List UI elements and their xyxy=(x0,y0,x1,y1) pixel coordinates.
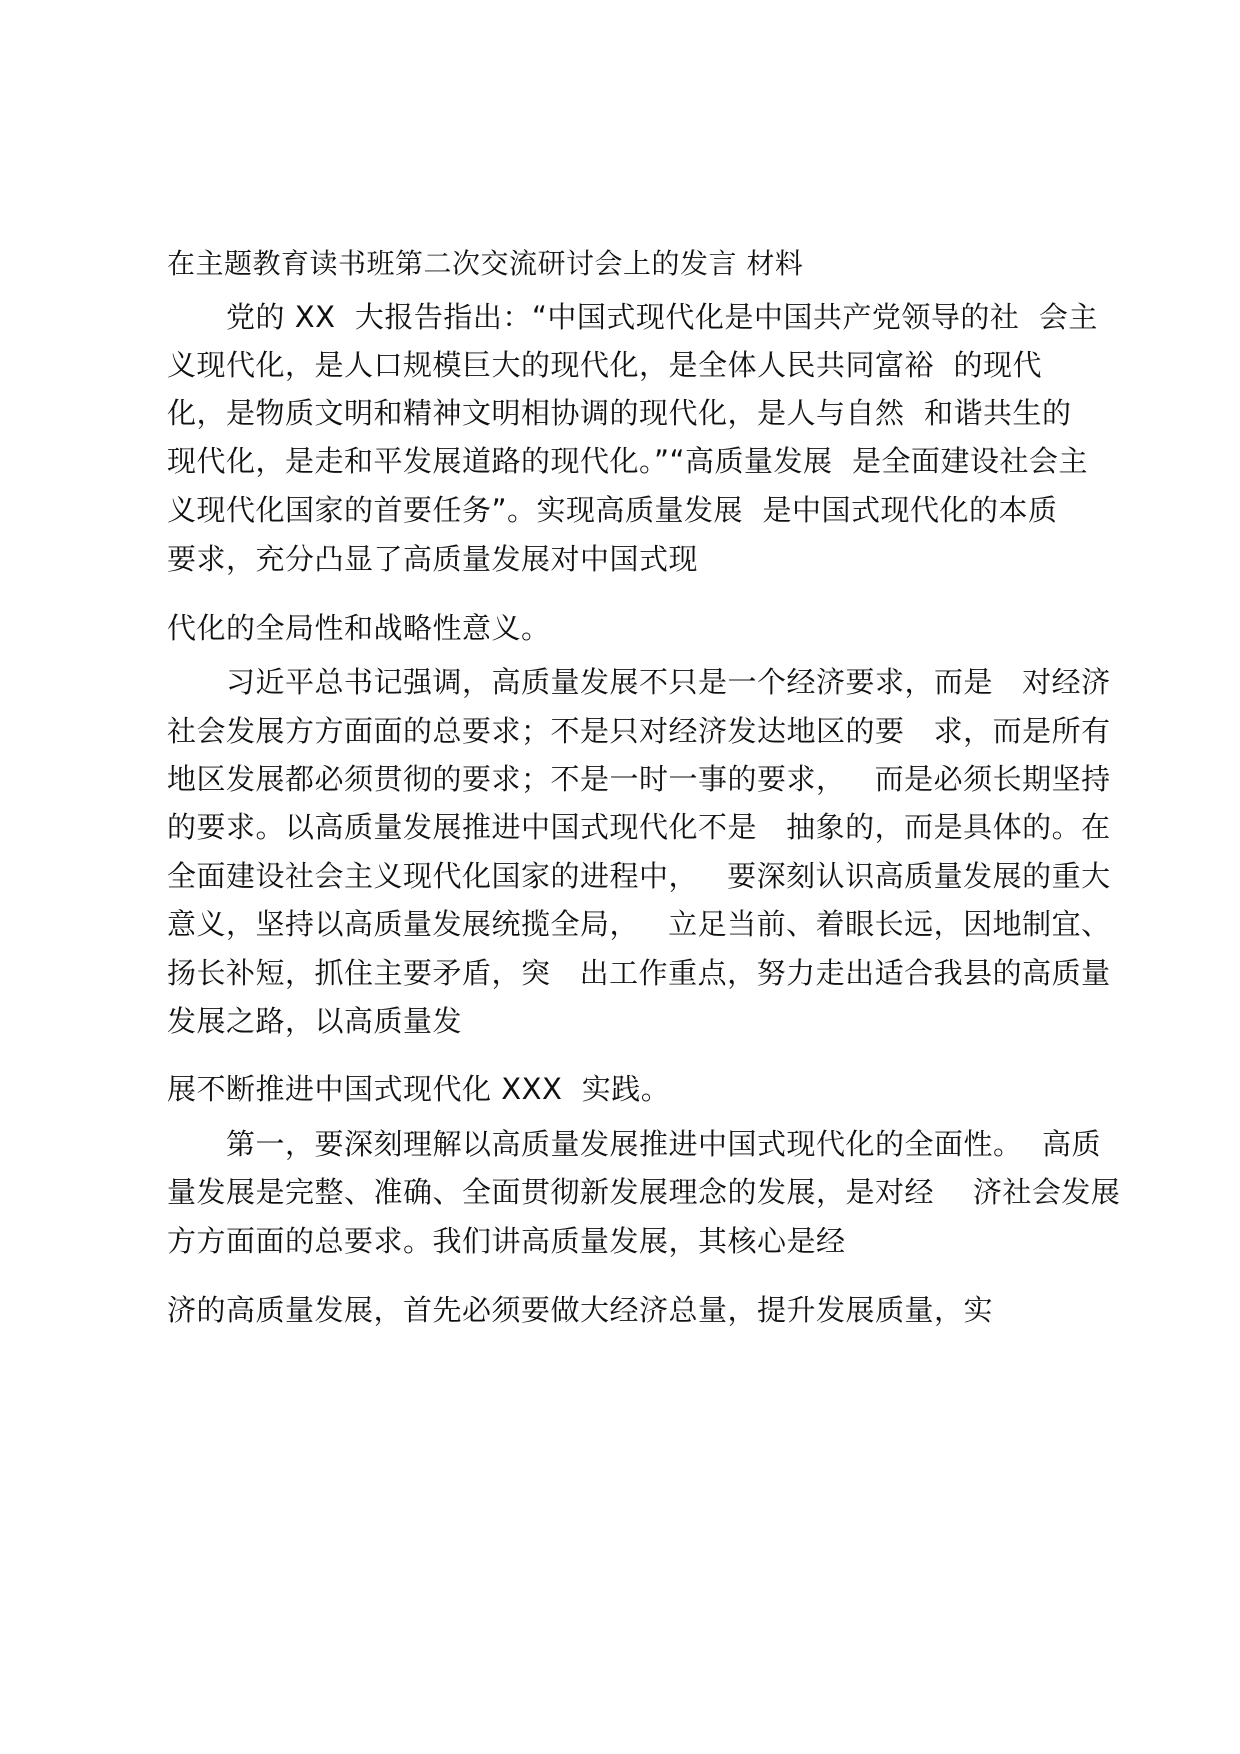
body-line: 习近平总书记强调，高质量发展不只是一个经济要求，而是 对经济 xyxy=(167,665,1111,699)
body-line: 全面建设社会主义现代化国家的进程中， 要深刻认识高质量发展的重大 xyxy=(167,859,1111,893)
body-line: 意义，坚持以高质量发展统揽全局， 立足当前、着眼长远，因地制宜、 xyxy=(167,907,1111,941)
body-line: 展不断推进中国式现代化 XXX 实践。 xyxy=(167,1072,671,1106)
body-line: 扬长补短，抓住主要矛盾，突 出工作重点，努力走出适合我县的高质量 xyxy=(167,956,1111,990)
body-line: 发展之路，以高质量发 xyxy=(167,1004,463,1038)
body-line: 代化的全局性和战略性意义。 xyxy=(167,611,551,645)
body-line: 济的高质量发展，首先必须要做大经济总量，提升发展质量，实 xyxy=(167,1293,994,1327)
body-line: 量发展是完整、准确、全面贯彻新发展理念的发展，是对经 济社会发展 xyxy=(167,1175,1121,1209)
body-line: 方方面面的总要求。我们讲高质量发展，其核心是经 xyxy=(167,1224,846,1258)
body-line: 党的 XX 大报告指出：“中国式现代化是中国共产党领导的社 会主 xyxy=(167,300,1098,334)
body-line: 义现代化，是人口规模巨大的现代化，是全体人民共同富裕 的现代 xyxy=(167,348,1042,382)
body-line: 的要求。以高质量发展推进中国式现代化不是 抽象的，而是具体的。在 xyxy=(167,810,1111,844)
body-line: 地区发展都必须贯彻的要求；不是一时一事的要求， 而是必须长期坚持 xyxy=(167,762,1111,796)
body-line: 要求，充分凸显了高质量发展对中国式现 xyxy=(167,542,699,576)
body-line: 义现代化国家的首要任务”。实现高质量发展 是中国式现代化的本质 xyxy=(167,493,1058,527)
body-line: 化，是物质文明和精神文明相协调的现代化，是人与自然 和谐共生的 xyxy=(167,396,1072,430)
body-line: 社会发展方方面面的总要求；不是只对经济发达地区的要 求，而是所有 xyxy=(167,714,1111,748)
document-title: 在主题教育读书班第二次交流研讨会上的发言 材料 xyxy=(167,247,804,280)
body-line: 现代化，是走和平发展道路的现代化。”“高质量发展 是全面建设社会主 xyxy=(167,444,1088,478)
body-line: 第一，要深刻理解以高质量发展推进中国式现代化的全面性。 高质 xyxy=(167,1127,1101,1161)
